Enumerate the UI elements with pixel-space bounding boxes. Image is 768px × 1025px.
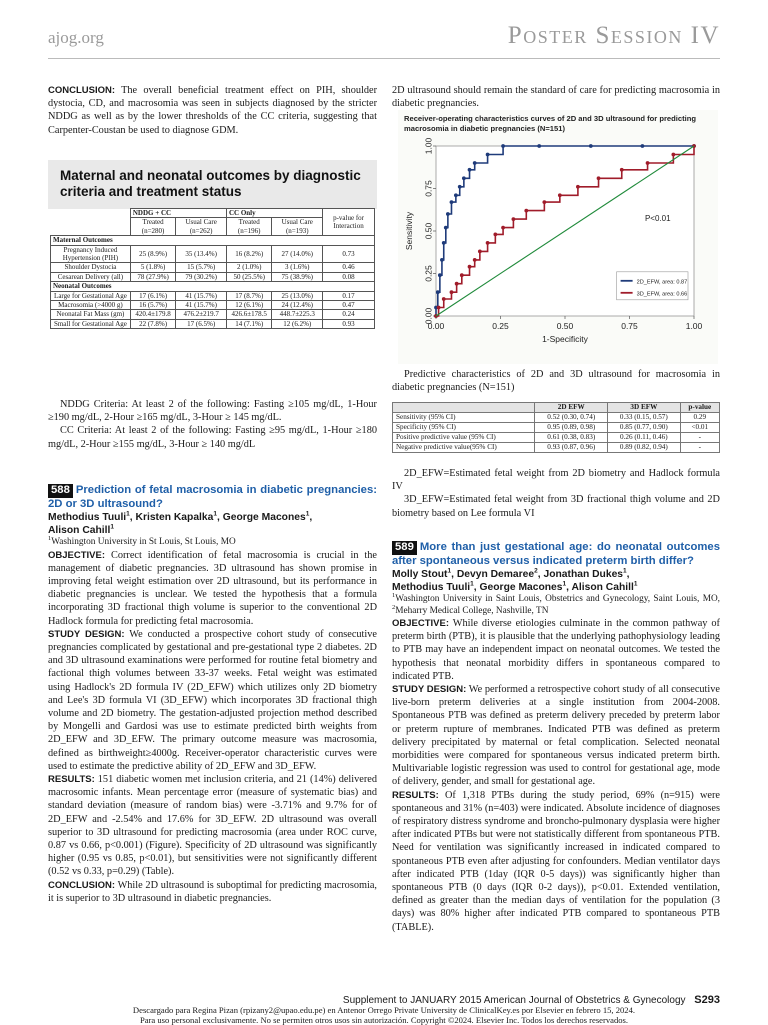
x-tick-label: 0.50 bbox=[556, 321, 574, 331]
pred-header: p-value bbox=[680, 403, 719, 413]
data-point bbox=[486, 241, 490, 245]
table-cell: - bbox=[680, 443, 719, 453]
y-tick-label: 0.50 bbox=[423, 222, 434, 240]
author-list: Molly Stout$^1$, Devyn Demaree$^2$, Jonathan Dukes$^1$, Methodius Tuuli$^1$, George Macones$^1$, Alison Cahill$^1$ bbox=[392, 567, 638, 593]
author-sup: 1 bbox=[126, 510, 130, 518]
data-point bbox=[473, 258, 477, 262]
abstract-589-title bbox=[392, 541, 720, 568]
design-label: STUDY DESIGN: bbox=[48, 628, 125, 640]
table-cell: 12 (6.2%) bbox=[272, 319, 323, 328]
pvalue-cell: 0.46 bbox=[323, 263, 375, 272]
abstract-588-title bbox=[48, 484, 377, 511]
design-text: We performed a retrospective cohort study of all consecutive live-born preterm deliveries at a single institution from 2004-2008. Spontaneous PTB was defined as preterm delivery preceded by preterm labor or preterm rupture of membranes. Indicated PTB was defined as preterm delivery precipitated by maternal or fetal complication. Selected neonatal morbidities were compared for spontaneous versus indicated preterm birth. Multivariable logistic regression was used to control for gestational age, mode of delivery, gender, and small for gestational age. bbox=[392, 684, 720, 788]
data-point bbox=[462, 176, 466, 180]
roc-figure bbox=[398, 110, 718, 364]
y-tick-label: 0.00 bbox=[423, 307, 434, 325]
results-text: Of 1,318 PTBs during the study period, 69% (n=915) were spontaneous and 31% (n=403) were indicated. Absolute incidence of diagnoses of respiratory distress syndrome and broncho-pulmonary dysplasia were higher after indicated PTBs but were not statistically different from spontaneous PTB. Need for ventilation was significantly increased in indicated compared to spontaneous PTB even after adjusting for confounders. Median ventilator days after indicated PTB (1day (IQR 0-5 days)) was significantly higher than spontaneous PTB (0 days (IQR 0-2 days)), p<0.01. Extended ventilation, defined as greater than the median days of ventilation for the population (3 days) was 80% higher after indicated PTB compared to spontaneous PTB (TABLE). bbox=[392, 789, 721, 933]
affiliation-sup: 1 bbox=[48, 534, 52, 542]
row-label: Macrosomia (>4000 g) bbox=[51, 301, 131, 310]
data-point bbox=[512, 217, 516, 221]
author: Alison Cahill bbox=[48, 525, 111, 536]
table-cell: 12 (6.1%) bbox=[226, 301, 271, 310]
table-cell: 25 (8.9%) bbox=[130, 245, 175, 263]
table-cell: 0.89 (0.82, 0.94) bbox=[608, 443, 681, 453]
affiliation-text: Washington University in Saint Louis, Obstetrics and Gynecology, Saint Louis, MO, bbox=[395, 594, 720, 604]
table-cell: 2 (1.0%) bbox=[226, 263, 271, 272]
caption-text: Predictive characteristics of 2D and 3D ultrasound for macrosomia in diabetic pregnancies (N=151) bbox=[392, 369, 720, 394]
row-label: Small for Gestational Age bbox=[51, 319, 131, 328]
table-cell: 22 (7.8%) bbox=[130, 319, 175, 328]
footnote-3d: 3D_EFW=Estimated fetal weight from 3D fractional thigh volume and 2D biometry based on Lee formula VI bbox=[392, 494, 720, 519]
table-cell: 0.33 (0.15, 0.57) bbox=[608, 413, 681, 423]
y-tick-label: 0.75 bbox=[423, 180, 434, 197]
author: Methodius Tuuli bbox=[392, 582, 471, 593]
page-number: S293 bbox=[694, 994, 720, 1006]
roc-chart bbox=[398, 110, 718, 364]
table-cell: 79 (30.2%) bbox=[176, 272, 227, 281]
row-label: Negative predictive value(95% CI) bbox=[393, 443, 535, 453]
objective-text: Correct identification of fetal macrosomia is crucial in the management of diabetic pregnancies. 3D ultrasound has shown promise in improving fetal weight estimation over 2D ultrasound, but its performance in diabetic pregnancies is unclear. We tested the hypothesis that a formula incorporating 3D fractional thigh volume is superior to the conventional 2D Hadlock formula for predicting fetal macrosomia. bbox=[48, 549, 377, 627]
use-line: Para uso personal exclusivamente. No se permiten otros usos sin autorización. Copyright ©2024. Elsevier Inc. Todos los derechos reservados. bbox=[139, 1015, 629, 1025]
table-cell: <0.01 bbox=[680, 423, 719, 433]
table-row bbox=[51, 272, 375, 281]
download-line: Descargado para Regina Pizan (rpizany2@upao.edu.pe) en Antenor Orrego Private University de ClinicalKey.es por Elsevier en febrero 15, 2024. bbox=[132, 1005, 636, 1015]
row-label: Large for Gestational Age bbox=[51, 291, 131, 300]
footnotes bbox=[392, 467, 720, 520]
affiliation bbox=[392, 591, 720, 617]
author: George Macones bbox=[222, 512, 306, 523]
table-cell: 448.7±225.3 bbox=[272, 310, 323, 319]
affiliation-sup: 1 bbox=[392, 591, 396, 599]
table-cell: 24 (12.4%) bbox=[272, 301, 323, 310]
data-point bbox=[455, 282, 459, 286]
y-tick-label: 0.25 bbox=[423, 265, 434, 282]
table-row bbox=[393, 413, 720, 423]
x-tick-label: 0.00 bbox=[427, 321, 445, 331]
table-cell: 25 (13.0%) bbox=[272, 291, 323, 300]
affiliation bbox=[48, 534, 377, 549]
affiliation-text: Washington University in St Louis, St Louis, MO bbox=[51, 537, 236, 547]
table-cell: 41 (15.7%) bbox=[176, 291, 227, 300]
author-list: Methodius Tuuli$^1$, Kristen Kapalka$^1$, George Macones$^1$, Alison Cahill$^1$ bbox=[48, 510, 313, 536]
outcomes-box bbox=[48, 160, 377, 209]
outcomes-table-wrap bbox=[50, 208, 375, 329]
objective-label: OBJECTIVE: bbox=[392, 618, 450, 629]
table-cell: 17 (8.7%) bbox=[226, 291, 271, 300]
author: Jonathan Dukes bbox=[543, 569, 624, 580]
data-point bbox=[576, 185, 580, 189]
predictive-table-body bbox=[393, 413, 720, 453]
data-point bbox=[524, 209, 528, 213]
table-cell: - bbox=[680, 433, 719, 443]
abstract-number: 588 bbox=[48, 484, 73, 498]
table-cell: 5 (1.8%) bbox=[130, 263, 175, 272]
results-text: 151 diabetic women met inclusion criteria, and 21 (14%) delivered macrosomic infants. Mean percentage error (measure of systematic bias) and standard deviation (measure of random bias) were -3.71% and 9.7% for of 2D_EFW and -2.54% and 17.6% for 3D_EFW. 2D ultrasound was overall superior to 3D ultrasound for predicting macrosomia (area under ROC curve, 0.87 vs 0.66, p<0.001) (Figure). Specificity of 2D ultrasound was significantly higher (0.95 vs 0.85, p<0.01), but sensitivities were not significantly different (0.52 vs 0.33, p=0.29) (Table). bbox=[48, 773, 378, 878]
table-row bbox=[51, 245, 375, 263]
author: Devyn Demaree bbox=[456, 569, 535, 580]
affiliation-text: Meharry Medical College, Nashville, TN bbox=[395, 605, 549, 616]
table-cell: 0.26 (0.11, 0.46) bbox=[608, 433, 681, 443]
header-rule bbox=[48, 58, 720, 59]
data-point bbox=[641, 144, 645, 148]
author: Molly Stout bbox=[392, 569, 448, 580]
data-point bbox=[446, 212, 450, 216]
figure-title-line: macrosomia in diabetic pregnancies (N=151) bbox=[404, 124, 566, 133]
objective-text: While diverse etiologies culminate in the common pathway of preterm birth (PTB), it is plausible that the underlying pathophysiology leading to PTB may have an independent impact on neonatal outcomes. We tested the hypothesis that neonatal morbidity differs in spontaneous compared to indicated PTB. bbox=[392, 618, 720, 682]
table-cell: 476.2±219.7 bbox=[176, 310, 227, 319]
data-point bbox=[444, 226, 448, 230]
table-cell: 17 (6.5%) bbox=[176, 319, 227, 328]
row-label: Shoulder Dystocia bbox=[51, 263, 131, 272]
outcomes-table bbox=[50, 208, 375, 329]
data-point bbox=[468, 265, 472, 269]
data-point bbox=[454, 193, 458, 197]
data-point bbox=[442, 297, 446, 301]
data-point bbox=[646, 161, 650, 165]
row-label: Sensitivity (95% CI) bbox=[393, 413, 535, 423]
outcomes-table-body bbox=[51, 236, 375, 329]
table-cell: 75 (38.9%) bbox=[272, 272, 323, 281]
author-sup: 1 bbox=[213, 510, 217, 518]
results-label: RESULTS: bbox=[392, 789, 439, 801]
author-sup: 1 bbox=[447, 567, 452, 575]
table-row bbox=[51, 310, 375, 319]
footnote-2d: 2D_EFW=Estimated fetal weight from 2D biometry and Hadlock formula IV bbox=[392, 468, 720, 493]
table-cell: 35 (13.4%) bbox=[176, 245, 227, 263]
author: George Macones bbox=[479, 582, 563, 593]
design-label: STUDY DESIGN: bbox=[392, 684, 467, 696]
figure-caption bbox=[392, 368, 720, 394]
cc-criteria: CC Criteria: At least 2 of the following: Fasting ≥95 mg/dL, 1-Hour ≥180 mg/dL, 2-Hour ≥155 mg/dL, 3-Hour ≥ 140 mg/dL bbox=[48, 425, 377, 450]
table-cell: 0.85 (0.77, 0.90) bbox=[608, 423, 681, 433]
data-point bbox=[468, 168, 472, 172]
criteria-block bbox=[48, 398, 377, 451]
pvalue-cell: 0.73 bbox=[323, 245, 375, 263]
row-label: Pregnancy Induced Hypertension (PIH) bbox=[51, 245, 131, 263]
table-row bbox=[51, 301, 375, 310]
author: Kristen Kapalka bbox=[135, 512, 214, 523]
table-row bbox=[393, 443, 720, 453]
abstract-588 bbox=[48, 484, 377, 905]
table-cell: 420.4±179.8 bbox=[130, 310, 175, 319]
author-sup: 1 bbox=[623, 567, 627, 575]
table-cell: 14 (7.1%) bbox=[226, 319, 271, 328]
data-point bbox=[542, 200, 546, 204]
x-tick-label: 1.00 bbox=[685, 321, 703, 331]
predictive-table bbox=[392, 402, 720, 453]
prev-conclusion bbox=[48, 84, 377, 137]
journal-site: ajog.org bbox=[48, 28, 104, 47]
author-sup: 2 bbox=[534, 567, 538, 575]
data-point bbox=[486, 153, 490, 157]
conclusion-text: The overall beneficial treatment effect on PIH, shoulder dystocia, CD, and macrosomia was seen in subjects diagnosed by the stricter NDDG as well as by the lower thresholds of the CC criteria, suggesting that Carpenter-Coustan be used to diagnose GDM. bbox=[48, 85, 377, 136]
abstract-588-continued bbox=[392, 84, 720, 110]
table-row bbox=[51, 319, 375, 328]
table-cell: 41 (15.7%) bbox=[176, 301, 227, 310]
table-cell: 78 (27.9%) bbox=[130, 272, 175, 281]
group-cc-header: CC Only bbox=[226, 209, 322, 218]
row-label: Positive predictive value (95% CI) bbox=[393, 433, 535, 443]
data-point bbox=[436, 290, 440, 294]
abstract-589 bbox=[392, 541, 720, 934]
results-label: RESULTS: bbox=[48, 773, 95, 785]
p-value-annotation: P<0.01 bbox=[644, 213, 671, 223]
conclusion-text: While 2D ultrasound is suboptimal for predicting macrosomia, it is superior to 3D ultrasound in diabetic pregnancies. bbox=[48, 879, 378, 904]
author-sup: 1 bbox=[305, 510, 310, 518]
sub-header: Usual Care (n=262) bbox=[176, 218, 227, 236]
author-sup: 1 bbox=[633, 580, 638, 588]
data-point bbox=[440, 258, 444, 262]
table-row bbox=[393, 423, 720, 433]
data-point bbox=[501, 226, 505, 230]
section-title: Poster Session IV bbox=[507, 22, 720, 49]
table-row bbox=[51, 291, 375, 300]
table-cell: 50 (25.5%) bbox=[226, 272, 271, 281]
table-section-title: Maternal Outcomes bbox=[51, 236, 375, 245]
table-cell: 17 (6.1%) bbox=[130, 291, 175, 300]
pred-header: 3D EFW bbox=[608, 403, 681, 413]
conclusion-label: CONCLUSION: bbox=[48, 85, 116, 96]
data-point bbox=[438, 273, 442, 277]
objective-label: OBJECTIVE: bbox=[48, 549, 106, 561]
author: Methodius Tuuli bbox=[48, 512, 127, 523]
table-cell: 16 (5.7%) bbox=[130, 301, 175, 310]
sub-header: Treated (n=280) bbox=[130, 218, 175, 236]
table-row bbox=[393, 433, 720, 443]
table-cell: 426.6±178.5 bbox=[226, 310, 271, 319]
x-tick-label: 0.25 bbox=[492, 321, 509, 331]
x-tick-label: 0.75 bbox=[621, 321, 638, 331]
data-point bbox=[478, 250, 482, 254]
pvalue-cell: 0.24 bbox=[323, 310, 375, 319]
data-point bbox=[437, 306, 441, 310]
row-label: Specificity (95% CI) bbox=[393, 423, 535, 433]
data-point bbox=[620, 168, 624, 172]
download-notice bbox=[0, 1005, 768, 1025]
row-label: Cesarean Delivery (all) bbox=[51, 272, 131, 281]
table-cell: 3 (1.6%) bbox=[272, 263, 323, 272]
continued-text: 2D ultrasound should remain the standard of care for predicting macrosomia in diabetic pregnancies. bbox=[392, 85, 720, 110]
table-cell: 0.93 (0.87, 0.96) bbox=[535, 443, 608, 453]
table-row bbox=[51, 263, 375, 272]
data-point bbox=[671, 153, 675, 157]
affiliation-sup: 2 bbox=[392, 603, 396, 611]
table-cell: 27 (14.0%) bbox=[272, 245, 323, 263]
table-cell: 0.95 (0.89, 0.98) bbox=[535, 423, 608, 433]
pred-header: 2D EFW bbox=[535, 403, 608, 413]
data-point bbox=[458, 185, 462, 189]
data-point bbox=[597, 176, 601, 180]
sub-header: Usual Care (n=193) bbox=[272, 218, 323, 236]
abstract-title-text: Prediction of fetal macrosomia in diabetic pregnancies: 2D or 3D ultrasound? bbox=[48, 484, 377, 510]
table-cell: 0.29 bbox=[680, 413, 719, 423]
data-point bbox=[501, 144, 505, 148]
predictive-table-wrap bbox=[392, 402, 720, 453]
group-nddg-header: NDDG + CC bbox=[130, 209, 226, 218]
data-point bbox=[473, 161, 477, 165]
table-cell: 0.61 (0.38, 0.83) bbox=[535, 433, 608, 443]
pvalue-cell: 0.47 bbox=[323, 301, 375, 310]
data-point bbox=[589, 144, 593, 148]
table-cell: 15 (5.7%) bbox=[176, 263, 227, 272]
data-point bbox=[493, 233, 497, 237]
sub-header: Treated (n=196) bbox=[226, 218, 271, 236]
data-point bbox=[558, 193, 562, 197]
y-axis-label: Sensitivity bbox=[404, 211, 414, 251]
table-section-title: Neonatal Outcomes bbox=[51, 282, 375, 291]
table-cell: 16 (8.2%) bbox=[226, 245, 271, 263]
data-point bbox=[537, 144, 541, 148]
design-text: We conducted a prospective cohort study of consecutive pregnancies complicated by gestational and pre-gestational type 2 diabetes. 2D and 3D ultrasound examinations were performed for routine fetal biometry and factional thigh volumes between 33-37 weeks. Fetal weight was estimated using Hadlock's 2D formula IV (2D_EFW) which utilizes only 2D biometry and Lee's 3D formula VI (3D_EFW) which incorporates 3D fractional thigh volume and 2D biometry. The gestation-adjusted projection method described by Mongelli and Gardosi was use to estimate predicted birth weights from 2D_EFW and 3D_EFW. The primary outcome measure was macrosomia, defined as birthweight≥4000g. Receiver-operator characteristic curves were used to estimate the predictive ability of 2D_EFW and 3D_EFW. bbox=[48, 628, 377, 772]
conclusion-label: CONCLUSION: bbox=[48, 879, 116, 891]
figure-title-line: Receiver-operating characteristics curves of 2D and 3D ultrasound for predicting bbox=[404, 114, 697, 123]
legend-label: 3D_EFW, area: 0.66 bbox=[636, 291, 688, 298]
legend-label: 2D_EFW, area: 0.87 bbox=[636, 279, 688, 286]
pvalue-cell: 0.93 bbox=[323, 319, 375, 328]
data-point bbox=[442, 241, 446, 245]
data-point bbox=[450, 290, 454, 294]
abstract-number: 589 bbox=[392, 541, 417, 555]
author-sup: 1 bbox=[110, 523, 114, 531]
outcomes-box-title: Maternal and neonatal outcomes by diagnostic criteria and treatment status bbox=[48, 160, 377, 209]
data-point bbox=[460, 273, 464, 277]
nddg-criteria: NDDG Criteria: At least 2 of the following: Fasting ≥105 mg/dL, 1-Hour ≥190 mg/dL, 2-Hour ≥165 mg/dL, 3-Hour ≥ 145 mg/dL. bbox=[48, 399, 377, 424]
y-tick-label: 1.00 bbox=[423, 137, 434, 155]
journal-line: Supplement to JANUARY 2015 American Journal of Obstetrics & Gynecology bbox=[342, 995, 686, 1006]
pvalue-cell: 0.17 bbox=[323, 291, 375, 300]
table-cell: 0.52 (0.30, 0.74) bbox=[535, 413, 608, 423]
pvalue-cell: 0.08 bbox=[323, 272, 375, 281]
pred-header bbox=[393, 403, 535, 413]
x-axis-label: 1-Specificity bbox=[542, 334, 588, 344]
author-sup: 1 bbox=[470, 580, 474, 588]
author: Alison Cahill bbox=[571, 582, 634, 593]
author-sup: 1 bbox=[562, 580, 567, 588]
data-point bbox=[450, 200, 454, 204]
pvalue-header: p-value for Interaction bbox=[323, 209, 375, 236]
abstract-title-text: More than just gestational age: do neonatal outcomes after spontaneous versus indicated preterm birth differ? bbox=[392, 541, 720, 567]
row-label: Neonatal Fat Mass (gm) bbox=[51, 310, 131, 319]
